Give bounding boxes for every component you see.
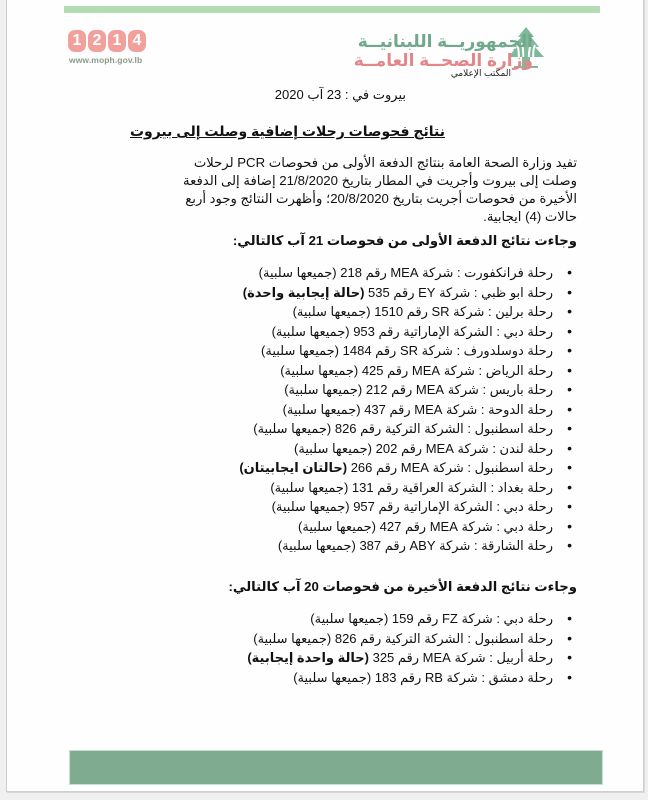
flight-result-item [239, 341, 577, 361]
flight-info: رحلة لندن : شركة MEA رقم 202 [375, 440, 553, 456]
negative-result: (جميعها سلبية) [294, 440, 372, 456]
header-green-bar [64, 6, 600, 13]
flight-info: رحلة اسطنبول : الشركة التركية رقم 826 [334, 630, 553, 646]
negative-result: (جميعها سلبية) [298, 518, 376, 534]
flight-result-item [239, 536, 577, 556]
intro-paragraph: تفيد وزارة الصحة العامة بنتائج الدفعة الأولى من فحوصات PCR لرحلات وصلت إلى بيروت وأجريت في المطار بتاريخ 21/8/2020 إضافة إلى الدفعة الأخيرة من فحوصات أجريت بتاريخ 20/8/2020؛ وأظهرت النتائج وجود أربع حالات (4) ايجابية. [183, 155, 577, 224]
flight-info: رحلة ابو ظبي : شركة EY رقم 535 [368, 284, 553, 300]
flight-result-item [247, 668, 577, 688]
flight-info: رحلة أربيل : شركة MEA رقم 325 [372, 650, 553, 665]
hotline-logo [68, 30, 146, 52]
flight-info: رحلة دبي : شركة MEA رقم 427 [379, 518, 553, 534]
negative-result: (جميعها سلبية) [261, 343, 340, 358]
flight-info: رحلة بغداد : الشركة العراقية رقم 131 [351, 479, 553, 495]
flight-info: رحلة الرياض : شركة MEA رقم 425 [361, 362, 553, 378]
flight-result-item [239, 380, 577, 400]
negative-result: (جميعها سلبية) [282, 401, 361, 417]
flight-result-item [247, 648, 577, 668]
document-title: نتائج فحوصات رحلات إضافية وصلت إلى بيروت [129, 123, 445, 139]
republic-name: الجمهوريــة اللبنانيــة [357, 32, 533, 51]
negative-result: (جميعها سلبية) [271, 499, 350, 514]
flight-info: رحلة فرانكفورت : شركة MEA رقم 218 [340, 265, 553, 280]
flight-result-item [239, 263, 577, 283]
flight-result-item [239, 439, 577, 459]
flight-result-item [239, 419, 577, 439]
flight-info: رحلة الدوحة : شركة MEA رقم 437 [364, 401, 553, 417]
flight-result-item [239, 283, 577, 303]
flight-result-item [247, 629, 577, 649]
flight-info: رحلة الشارقة : شركة ABY رقم 387 [359, 538, 553, 553]
document-page [6, 0, 644, 792]
flight-result-item [239, 400, 577, 420]
negative-result: (جميعها سلبية) [293, 669, 372, 685]
flight-result-item [239, 458, 577, 478]
negative-result: (جميعها سلبية) [270, 479, 349, 495]
negative-result: (جميعها سلبية) [284, 382, 363, 397]
negative-result: (جميعها سلبية) [292, 304, 371, 319]
flight-result-item [239, 478, 577, 498]
flight-result-item [247, 609, 577, 629]
flight-info: رحلة دبي : شركة FZ رقم 159 [391, 611, 553, 626]
negative-result: (جميعها سلبية) [253, 630, 332, 646]
flight-info: رحلة دوسلدورف : شركة SR رقم 1484 [342, 343, 553, 358]
flight-result-item [239, 322, 577, 342]
flight-results-list-last-batch [247, 609, 577, 687]
flight-info: رحلة باريس : شركة MEA رقم 212 [365, 382, 553, 397]
flight-result-item [239, 361, 577, 381]
positive-result: (حالة واحدة إيجابية) [247, 650, 369, 665]
flight-info: رحلة دبي : الشركة الإماراتية رقم 953 [353, 323, 553, 339]
flight-results-list-first-batch [239, 263, 577, 556]
positive-result: (حالة إيجابية واحدة) [242, 284, 365, 300]
positive-result: (حالتان ايجابيتان) [239, 460, 348, 475]
flight-result-item [239, 517, 577, 537]
ministry-name: وزارة الصحــة العامــة [353, 51, 533, 70]
date-line: بيروت في : 23 آب 2020 [274, 87, 406, 102]
section-heading-last-batch: وجاءت نتائج الدفعة الأخيرة من فحوصات 20 آب كالتالي: [228, 579, 577, 594]
flight-result-item [239, 302, 577, 322]
negative-result: (جميعها سلبية) [253, 421, 332, 436]
flight-info: رحلة اسطنبول : شركة MEA رقم 266 [350, 460, 553, 475]
hotline-digit: 1 [68, 30, 86, 52]
website-url: www.moph.gov.lb [69, 55, 143, 65]
negative-result: (جميعها سلبية) [277, 538, 356, 553]
flight-info: رحلة دبي : الشركة الإماراتية رقم 957 [353, 499, 553, 514]
negative-result: (جميعها سلبية) [258, 265, 337, 280]
negative-result: (جميعها سلبية) [280, 362, 359, 378]
section-heading-first-batch: وجاءت نتائج الدفعة الأولى من فحوصات 21 آب كالتالي: [232, 233, 577, 248]
flight-info: رحلة برلين : شركة SR رقم 1510 [374, 304, 553, 319]
hotline-digit: 4 [128, 30, 146, 52]
press-office-label: المكتب الإعلامي [450, 68, 511, 78]
footer-green-bar [69, 750, 603, 785]
negative-result: (جميعها سلبية) [310, 611, 389, 626]
negative-result: (جميعها سلبية) [271, 323, 350, 339]
flight-result-item [239, 497, 577, 517]
hotline-digit: 2 [88, 30, 106, 52]
flight-info: رحلة دمشق : شركة RB رقم 183 [374, 669, 553, 685]
ministry-name-block [354, 32, 533, 70]
flight-info: رحلة اسطنبول : الشركة التركية رقم 826 [334, 421, 553, 436]
hotline-digit: 1 [108, 30, 126, 52]
